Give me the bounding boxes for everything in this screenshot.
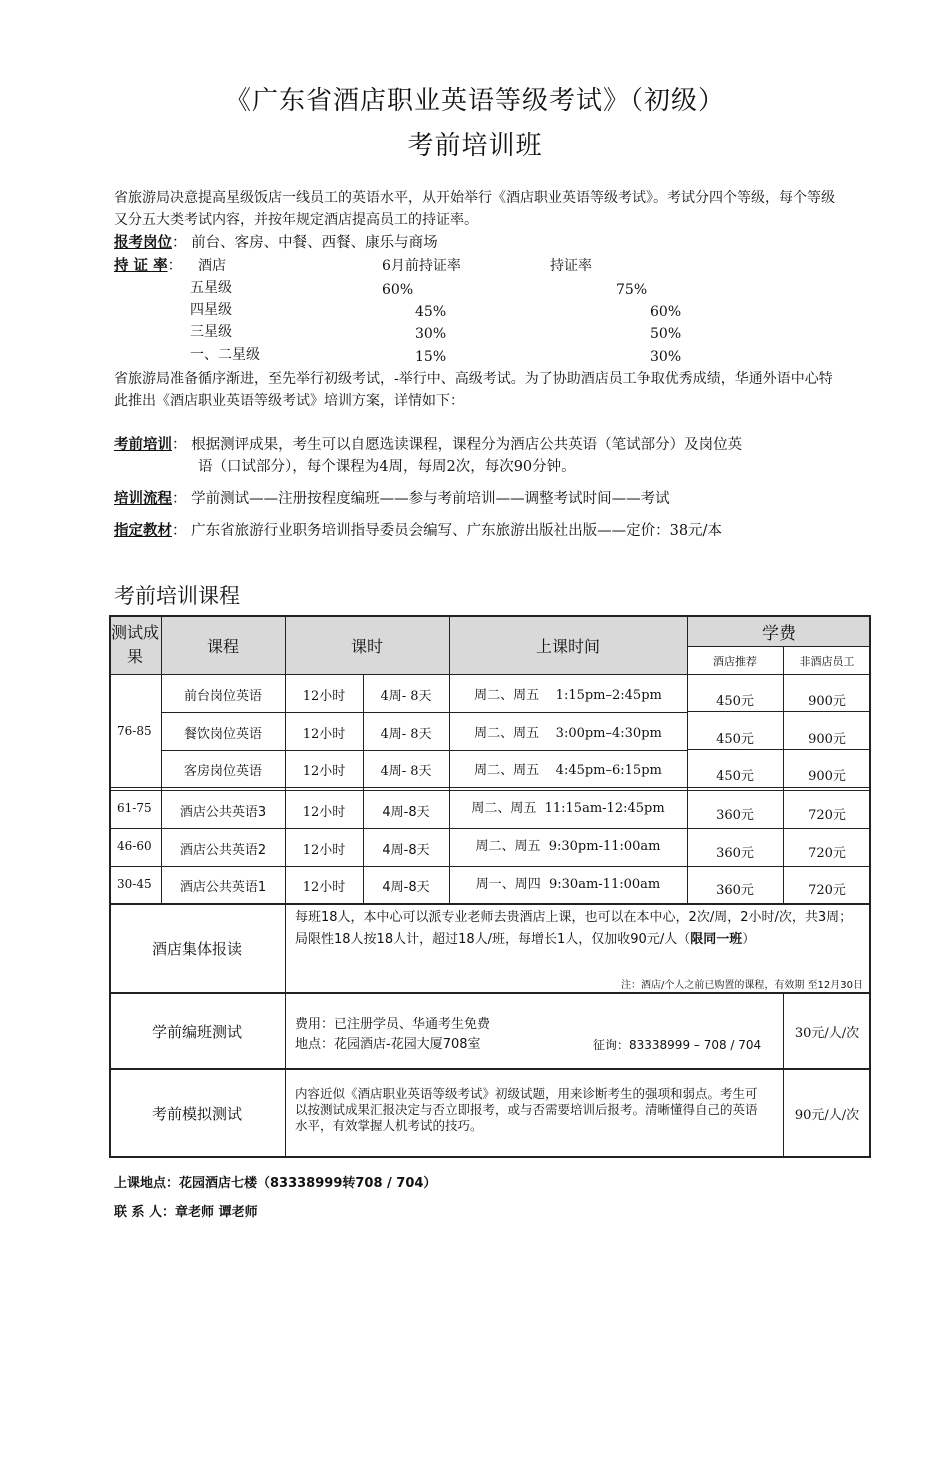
fee-other-cell: 720元 (808, 807, 846, 823)
rates-head-before: 6月前持证率 (382, 258, 461, 274)
textbook-label: 指定教材 (114, 522, 172, 539)
mock-text: 内容近似《酒店职业英语等级考试》初级试题，用来诊断考生的强项和弱点。考生可以按测试成果汇报决定与否立即报考，或与否需要培训后报考。清晰懂得自己的英语水平，有效掌握人机考试的技巧。 (295, 1086, 758, 1133)
rates-label-row: 持 证 率： (114, 257, 183, 274)
header-time: 上课时间 (449, 615, 687, 675)
course-cell: 前台岗位英语 (183, 688, 262, 704)
course-table (109, 615, 871, 1458)
table-rule (109, 787, 871, 788)
table-rule (687, 711, 871, 712)
course-cell: 餐饮岗位英语 (183, 726, 262, 742)
table-rule (687, 749, 871, 750)
placement-fee: 费用：已注册学员、华通考生免费 (295, 1017, 491, 1032)
header-hours: 课时 (285, 615, 449, 675)
score-cell: 61-75 (117, 801, 152, 815)
rates-head-rate: 持证率 (550, 258, 592, 274)
table-rule (109, 866, 871, 867)
rates-label: 持 证 率 (114, 257, 168, 274)
group-text-bold: 限同一班 (690, 932, 743, 947)
weeks-cell: 4周- 8天 (380, 763, 432, 779)
table-border-top (109, 615, 871, 617)
process-label: 培训流程 (114, 490, 172, 507)
table-rule (109, 674, 871, 675)
fee-hotel-cell: 450元 (716, 768, 754, 784)
weeks-cell: 4周- 8天 (380, 726, 432, 742)
intro2-paragraph: 省旅游局准备循序渐进，至先举行初级考试，-举行中、高级考试。为了协助酒店员工争取优秀成绩，华通外语中心特此推出《酒店职业英语等级考试》培训方案，详情如下： (114, 371, 833, 409)
time-cell: 周二、周五 11:15am-12:45pm (471, 800, 665, 816)
positions-label: 报考岗位 (114, 234, 172, 251)
score-cell: 46-60 (117, 839, 152, 853)
score-cell: 76-85 (117, 724, 152, 738)
mock-price: 90元/人/次 (794, 1107, 860, 1123)
footer-contact: 联 系 人：章老师 谭老师 (114, 1205, 258, 1220)
table-rule (161, 750, 687, 751)
table-border-right (869, 615, 871, 1158)
rates-before: 60% (382, 282, 414, 298)
placement-inquiry: 征询：83338999 – 708 / 704 (593, 1038, 762, 1052)
weeks-cell: 4周-8天 (382, 879, 430, 895)
footer-location: 上课地点：花园酒店七楼（83338999转708 / 704） (114, 1176, 437, 1191)
fee-other-cell: 900元 (808, 693, 846, 709)
table-rule (687, 646, 871, 647)
course-cell: 酒店公共英语2 (179, 842, 267, 858)
group-text-main: 每班18人，本中心可以派专业老师去贵酒店上课，也可以在本中心，2次/周，2小时/次，共3周；局限性18人按18人计，超过18人/班，每增长1人，仅加收90元/人（ (295, 910, 853, 947)
hours-cell: 12小时 (302, 763, 346, 779)
course-cell: 酒店公共英语3 (179, 804, 267, 820)
table-rule (109, 790, 871, 791)
fee-hotel-cell: 360元 (716, 845, 754, 861)
table-col-rule (161, 615, 162, 903)
table-col-rule (363, 675, 364, 903)
textbook-value: 广东省旅游行业职务培训指导委员会编写、广东旅游出版社出版——定价：38元/本 (191, 523, 722, 539)
rates-level: 一、二星级 (190, 347, 260, 363)
page-subtitle: 考前培训班 (407, 131, 543, 161)
course-cell: 酒店公共英语1 (179, 879, 267, 895)
table-rule (109, 903, 871, 905)
rates-before: 15% (415, 349, 447, 365)
table-border-left (109, 615, 111, 1158)
hours-cell: 12小时 (302, 726, 346, 742)
table-col-rule (687, 615, 688, 903)
course-cell: 客房岗位英语 (183, 763, 262, 779)
rates-head-hotel: 酒店 (198, 258, 226, 274)
training-row: 考前培训： 根据测评成果，考生可以自愿选读课程，课程分为酒店公共英语（笔试部分）及岗位英 (114, 436, 743, 453)
course-section-title: 考前培训课程 (114, 584, 240, 608)
rates-before: 45% (415, 304, 447, 320)
rates-level: 三星级 (190, 324, 232, 340)
fee-other-cell: 720元 (808, 882, 846, 898)
placement-label: 学前编班测试 (151, 1022, 242, 1041)
page-title: 《广东省酒店职业英语等级考试》（初级） (224, 86, 725, 116)
fee-other-cell: 900元 (808, 768, 846, 784)
weeks-cell: 4周-8天 (382, 842, 430, 858)
table-rule (161, 712, 687, 713)
table-rule (109, 1068, 871, 1070)
hours-cell: 12小时 (302, 688, 346, 704)
weeks-cell: 4周-8天 (382, 804, 430, 820)
table-rule (109, 828, 871, 829)
group-label: 酒店集体报读 (151, 939, 242, 958)
positions-row: 报考岗位： 前台、客房、中餐、西餐、康乐与商场 (114, 234, 438, 251)
mock-label: 考前模拟测试 (151, 1104, 242, 1123)
header-course: 课程 (161, 615, 285, 675)
process-value: 学前测试——注册按程度编班——参与考前培训——调整考试时间——考试 (191, 491, 670, 507)
time-cell: 周二、周五 3:00pm–4:30pm (474, 725, 662, 741)
fee-hotel-cell: 450元 (716, 693, 754, 709)
time-cell: 周二、周五 9:30pm-11:00am (475, 838, 661, 854)
weeks-cell: 4周- 8天 (380, 688, 432, 704)
training-label: 考前培训 (114, 436, 172, 453)
header-score: 测试成果 (109, 615, 161, 675)
group-text-close: ） (742, 932, 756, 947)
training-line1: 根据测评成果，考生可以自愿选读课程，课程分为酒店公共英语（笔试部分）及岗位英 (191, 437, 743, 453)
score-cell: 30-45 (117, 877, 152, 891)
group-note: 注：酒店/个人之前已购置的课程，有效期 至12月30日 (621, 980, 863, 991)
training-line2: 语（口试部分），每个课程为4周，每周2次，每次90分钟。 (198, 459, 576, 475)
table-rule (109, 992, 871, 994)
table-border-bottom (109, 1156, 871, 1158)
fee-hotel-cell: 360元 (716, 882, 754, 898)
table-col-rule (449, 615, 450, 903)
process-row: 培训流程： 学前测试——注册按程度编班——参与考前培训——调整考试时间——考试 (114, 490, 670, 507)
time-cell: 周二、周五 1:15pm–2:45pm (474, 687, 662, 703)
header-fee-hotel: 酒店推荐 (687, 647, 783, 675)
time-cell: 周一、周四 9:30am-11:00am (475, 876, 661, 892)
intro-paragraph: 省旅游局决意提高星级饭店一线员工的英语水平，从开始举行《酒店职业英语等级考试》。考试分四个等级，每个等级又分五大类考试内容，并按年规定酒店提高员工的持证率。 (114, 190, 835, 228)
placement-price: 30元/人/次 (794, 1025, 860, 1041)
group-text (295, 907, 857, 951)
header-fee: 学费 (687, 615, 871, 647)
fee-hotel-cell: 450元 (716, 731, 754, 747)
rates-after: 30% (650, 349, 682, 365)
hours-cell: 12小时 (302, 842, 346, 858)
fee-other-cell: 900元 (808, 731, 846, 747)
header-fee-other: 非酒店员工 (783, 647, 871, 675)
rates-level: 四星级 (190, 302, 232, 318)
rates-after: 50% (650, 326, 682, 342)
hours-cell: 12小时 (302, 804, 346, 820)
time-cell: 周二、周五 4:45pm–6:15pm (474, 762, 662, 778)
positions-value: 前台、客房、中餐、西餐、康乐与商场 (191, 235, 438, 251)
hours-cell: 12小时 (302, 879, 346, 895)
table-col-rule (285, 615, 286, 1157)
placement-location: 地点：花园酒店-花园大厦708室 (295, 1037, 481, 1052)
rates-after: 75% (616, 282, 648, 298)
table-col-rule (783, 993, 784, 1157)
textbook-row: 指定教材： 广东省旅游行业职务培训指导委员会编写、广东旅游出版社出版——定价：38元/本 (114, 522, 722, 539)
rates-level: 五星级 (190, 280, 232, 296)
fee-hotel-cell: 360元 (716, 807, 754, 823)
rates-before: 30% (415, 326, 447, 342)
rates-after: 60% (650, 304, 682, 320)
table-col-rule (783, 647, 784, 903)
fee-other-cell: 720元 (808, 845, 846, 861)
